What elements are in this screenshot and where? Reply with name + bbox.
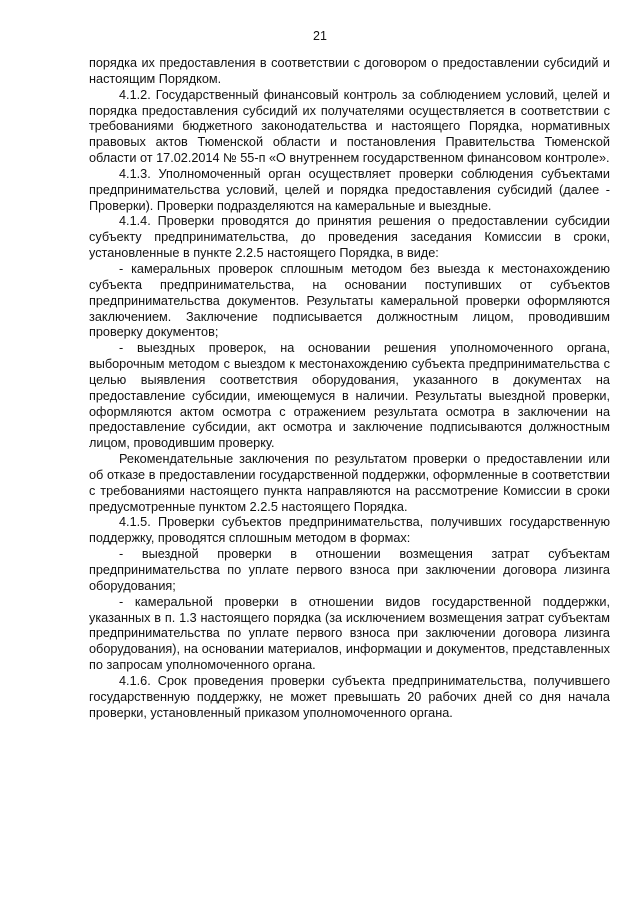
- paragraph-4-1-3: 4.1.3. Уполномоченный орган осуществляет проверки соблюдения субъектами предпринимательства условий, целей и порядка предоставления субсидий (далее - Проверки). Проверки подразделяются на камеральные и выездные.: [89, 166, 610, 213]
- paragraph-recommendations: Рекомендательные заключения по результатом проверки о предоставлении или об отказе в предоставлении государственной поддержки, оформленные в соответствии с требованиями настоящего пункта направляются на рассмотрение Комиссии в сроки предусмотренные пунктом 2.2.5 настоящего Порядка.: [89, 452, 610, 514]
- paragraph-field-audit: - выездных проверок, на основании решения уполномоченного органа, выборочным методом с выездом к местонахождению субъекта предпринимательства с целью выявления соответствия оборудования, указанного в документах на предоставление субсидии, имеющемуся в наличии. Результаты выездной проверки, оформляются актом осмотра с отражением результата осмотра в заключении на предоставление субсидии, акт осмотра и заключение подписываются должностным лицом, проводившим проверку.: [89, 341, 610, 451]
- paragraph-4-1-6: 4.1.6. Срок проведения проверки субъекта предпринимательства, получившего государственную поддержку, не может превышать 20 рабочих дней со дня начала проверки, установленный приказом уполномоченного органа.: [89, 673, 610, 720]
- paragraph-4-1-4: 4.1.4. Проверки проводятся до принятия решения о предоставлении субсидии субъекту предпринимательства, до проведения заседания Комиссии в сроки, установленные в пункте 2.2.5 настоящего Порядка, в виде:: [89, 214, 610, 261]
- paragraph-continuation: порядка их предоставления в соответствии с договором о предоставлении субсидий и настоящим Порядком.: [89, 56, 610, 86]
- paragraph-field-audit-leasing: - выездной проверки в отношении возмещения затрат субъектам предпринимательства по уплате первого взноса при заключении договора лизинга оборудования;: [89, 547, 610, 593]
- paragraph-4-1-2: 4.1.2. Государственный финансовый контроль за соблюдением условий, целей и порядка предоставления субсидий их получателями осуществляется в соответствии с требованиями бюджетного законодательства и настоящего Порядка, нормативных правовых актов Тюменской области и постановления Правительства Тюменской области от 17.02.2014 № 55-п «О внутреннем государственном финансовом контроле».: [89, 87, 610, 166]
- page-number: 21: [313, 29, 327, 43]
- paragraph-desk-audit: - камеральных проверок сплошным методом без выезда к местонахождению субъекта предпринимательства, на основании поступивших от субъектов предпринимательства документов. Результаты камеральной проверки оформляются заключением. Заключение подписывается должностным лицом, проводившим проверку документов;: [89, 261, 610, 340]
- paragraph-desk-audit-support: - камеральной проверки в отношении видов государственной поддержки, указанных в п. 1.3 настоящего порядка (за исключением возмещения затрат субъектам предпринимательства по уплате первого взноса при заключении договора лизинга оборудования), на основании материалов, информации и документов, представленных по запросам уполномоченного органа.: [89, 594, 610, 673]
- paragraph-4-1-5: 4.1.5. Проверки субъектов предпринимательства, получивших государственную поддержку, проводятся сплошным методом в формах:: [89, 515, 610, 546]
- document-body: [89, 56, 610, 721]
